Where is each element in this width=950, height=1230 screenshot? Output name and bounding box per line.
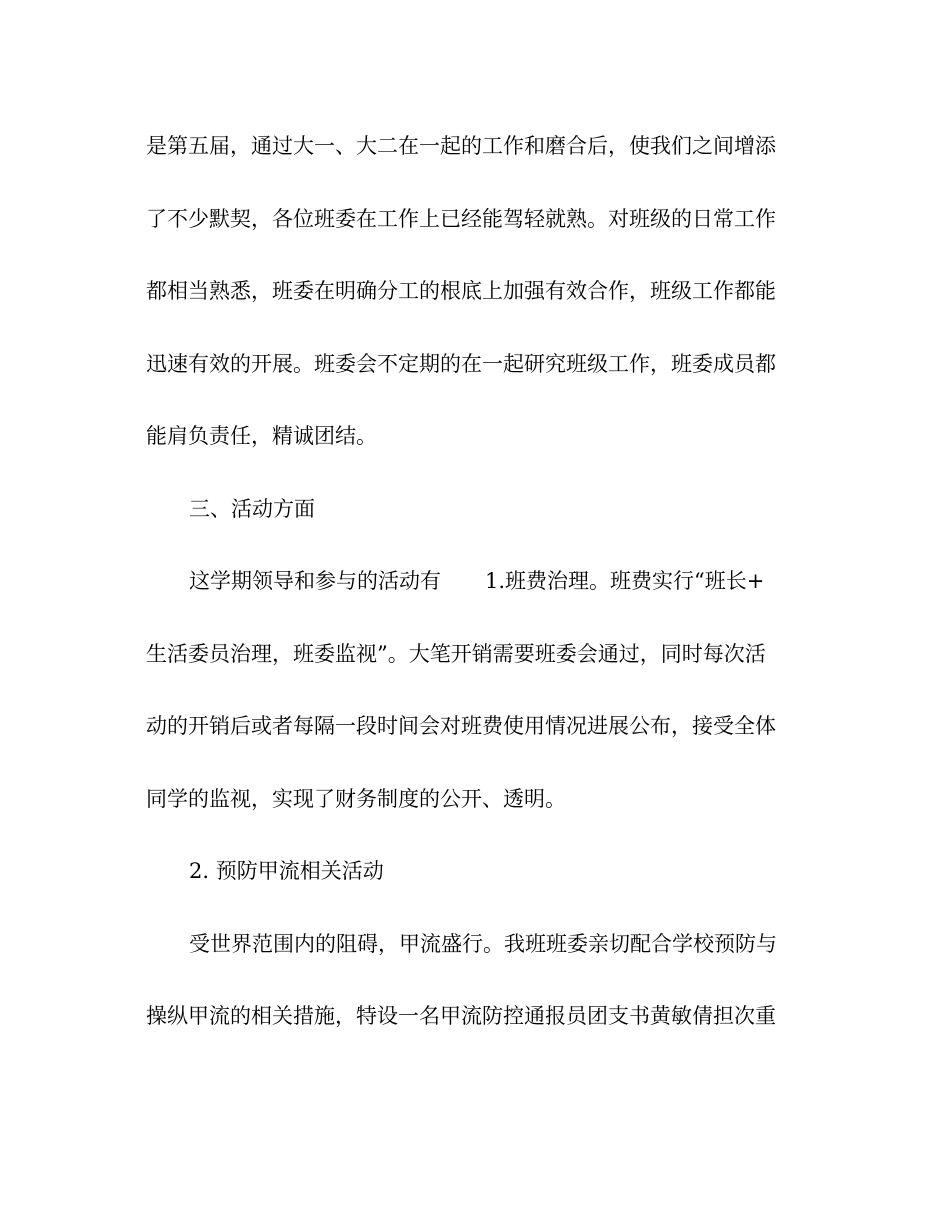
section-heading: 三、活动方面 — [189, 496, 315, 521]
item-1-line-4: 同学的监视，实现了财务制度的公开、透明。 — [146, 786, 566, 811]
document-body — [146, 122, 806, 1065]
item-2-line-2: 操纵甲流的相关措施，特设一名甲流防控通报员团支书黄敏倩担次重 — [146, 1004, 776, 1028]
item-1-title: 1.班费治理。班费实行“班长+ — [485, 569, 765, 593]
item-1-line-3: 动的开销后或者每隔一段时间会对班费使用情况进展公布，接受全体 — [146, 714, 776, 738]
paragraph-line-4: 迅速有效的开展。班委会不定期的在一起研究班级工作，班委成员都 — [146, 351, 776, 376]
activities-intro-line — [146, 557, 806, 605]
item-1-line-2: 生活委员治理，班委监视”。大笔开销需要班委会通过，同时每次活 — [146, 641, 766, 666]
paragraph-line-3: 都相当熟悉，班委在明确分工的根底上加强有效合作，班级工作都能 — [146, 279, 776, 303]
item-2-title: 2. 预防甲流相关活动 — [189, 859, 384, 883]
paragraph-line-1: 是第五届，通过大一、大二在一起的工作和磨合后，使我们之间增添 — [146, 134, 776, 158]
item-2-line-1: 受世界范围内的阻碍，甲流盛行。我班班委亲切配合学校预防与 — [189, 931, 777, 956]
paragraph-line-5: 能肩负责任，精诚团结。 — [146, 424, 377, 448]
paragraph-line-2: 了不少默契，各位班委在工作上已经能驾轻就熟。对班级的日常工作 — [146, 206, 776, 231]
activities-intro-text: 这学期领导和参与的活动有 — [189, 569, 441, 593]
